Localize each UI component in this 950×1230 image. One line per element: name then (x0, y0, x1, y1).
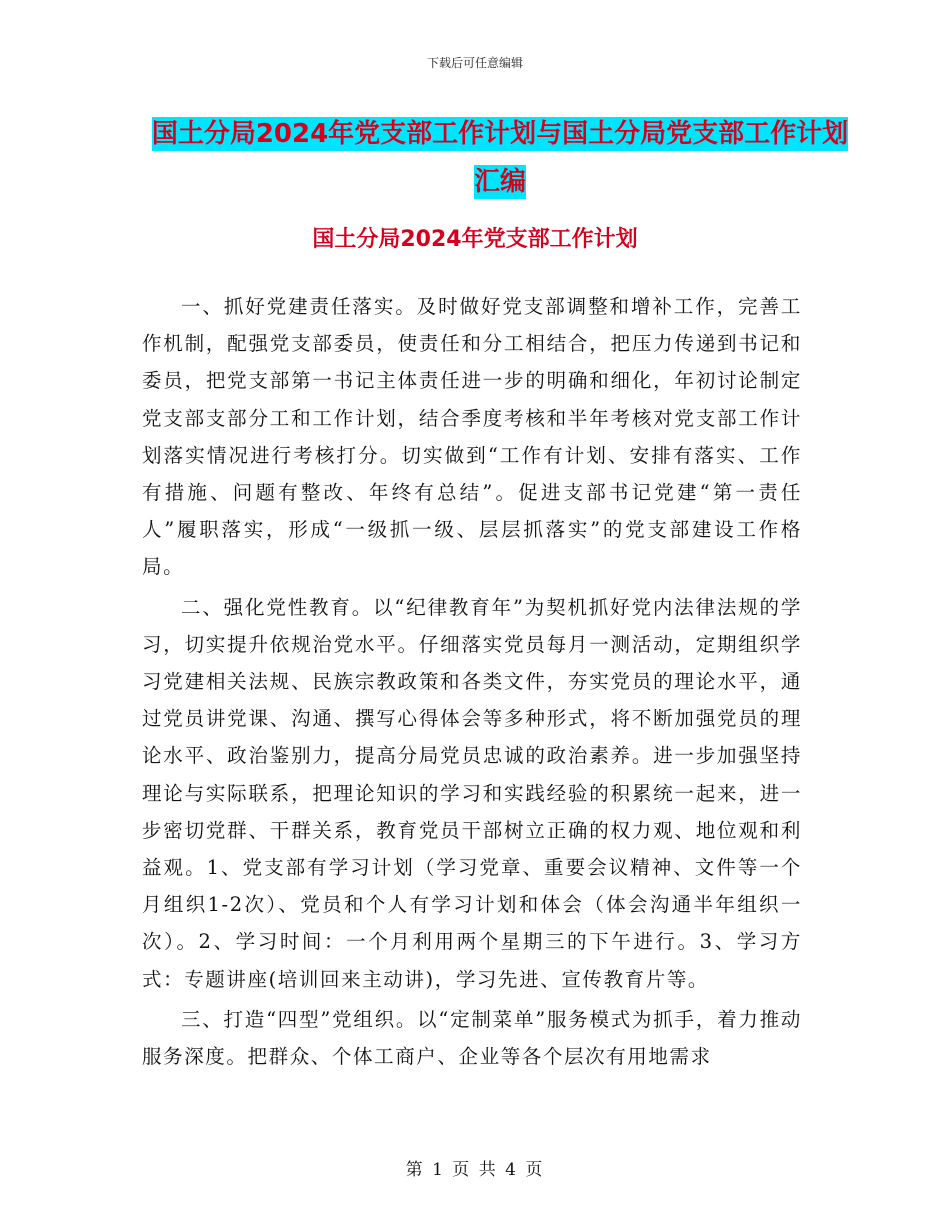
page-number-footer: 第 1 页 共 4 页 (405, 1160, 545, 1180)
document-title (140, 110, 860, 206)
header-note: 下载后可任意编辑 (426, 56, 523, 70)
section-title: 国土分局2024年党支部工作计划 (312, 227, 638, 252)
document-title-text: 国土分局2024年党支部工作计划与国土分局党支部工作计划汇编 (151, 119, 849, 197)
paragraph-3: 三、打造“四型”党组织。以“定制菜单”服务模式为抓手，着力推动服务深度。把群众、个体工商户、企业等各个层次有用地需求 (142, 1007, 802, 1069)
paragraph-1: 一、抓好党建责任落实。及时做好党支部调整和增补工作，完善工作机制，配强党支部委员，使责任和分工相结合，把压力传递到书记和委员，把党支部第一书记主体责任进一步的明确和细化，年初讨论制定党支部支部分工和工作计划，结合季度考核和半年考核对党支部工作计划落实情况进行考核打分。切实做到“工作有计划、安排有落实、工作有措施、问题有整改、年终有总结”。促进支部书记党建“第一责任人”履职落实，形成“一级抓一级、层层抓落实”的党支部建设工作格局。 (142, 295, 802, 579)
document-body (142, 288, 802, 1078)
paragraph-2: 二、强化党性教育。以“纪律教育年”为契机抓好党内法律法规的学习，切实提升依规治党水平。仔细落实党员每月一测活动，定期组织学习党建相关法规、民族宗教政策和各类文件，夯实党员的理论水平，通过党员讲党课、沟通、撰写心得体会等多种形式，将不断加强党员的理论水平、政治鉴别力，提高分局党员忠诚的政治素养。进一步加强坚持理论与实际联系，把理论知识的学习和实践经验的积累统一起来，进一步密切党群、干群关系，教育党员干部树立正确的权力观、地位观和利益观。1、党支部有学习计划（学习党章、重要会议精神、文件等一个月组织1-2次）、党员和个人有学习计划和体会（体会沟通半年组织一次）。2、学习时间：一个月利用两个星期三的下午进行。3、学习方式：专题讲座(培训回来主动讲)，学习先进、宣传教育片等。 (142, 595, 802, 991)
